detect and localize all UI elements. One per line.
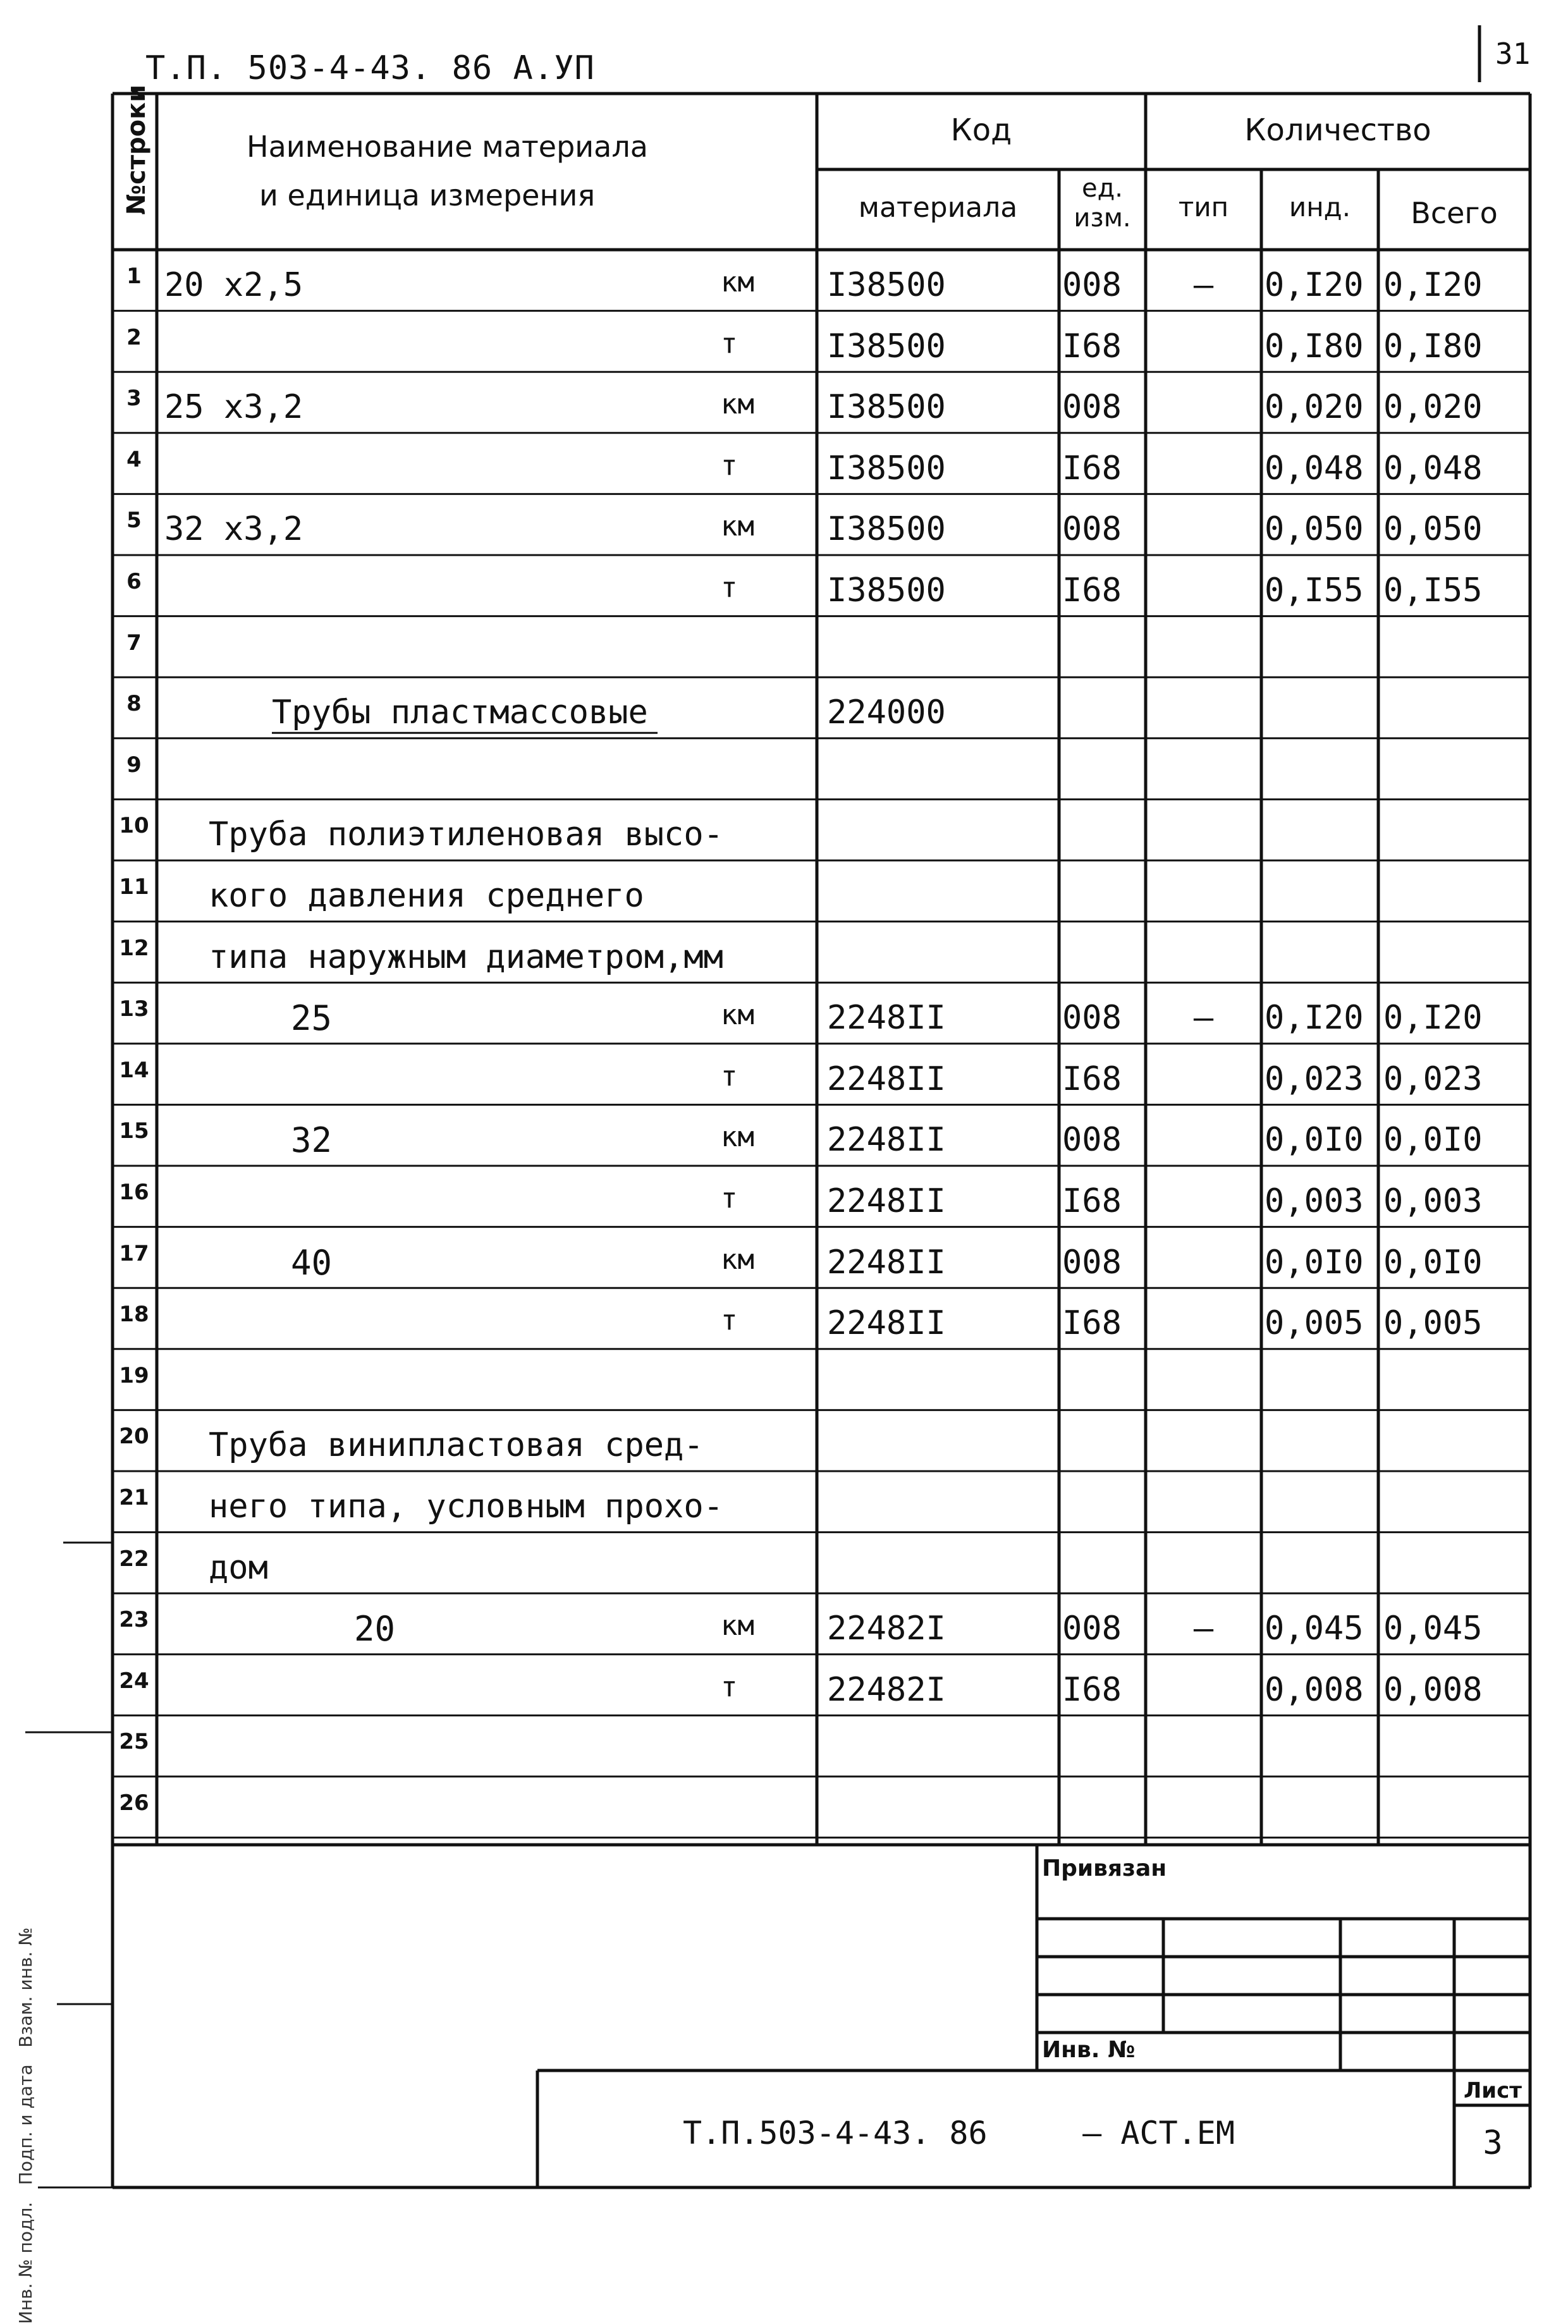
- page-number: 31: [1495, 37, 1531, 71]
- row-number-header: №строки: [122, 84, 151, 215]
- cell-tip: –: [1193, 1610, 1214, 1648]
- qty-type-header: тип: [1178, 192, 1229, 223]
- cell-unit: км: [721, 266, 754, 298]
- qty-total-header: Всего: [1411, 196, 1498, 230]
- cell-ind: 0,I55: [1265, 572, 1364, 609]
- cell-name: 32 х3,2: [164, 510, 303, 549]
- row-number: 4: [126, 446, 142, 472]
- cell-code: I38500: [827, 327, 946, 365]
- row-number: 10: [119, 813, 149, 839]
- document-code: Т.П. 503-4-43. 86 А.УП: [145, 49, 595, 87]
- cell-ed: I68: [1062, 449, 1122, 487]
- cell-unit: т: [721, 1670, 738, 1703]
- cell-name: Труба винипластовая сред-: [209, 1426, 704, 1465]
- cell-ind: 0,023: [1265, 1060, 1364, 1098]
- cell-code: I38500: [827, 388, 946, 427]
- row-number: 9: [126, 752, 142, 778]
- cell-name: Труба полиэтиленовая высо-: [209, 816, 723, 854]
- qty-ind-header: инд.: [1289, 192, 1351, 223]
- row-number: 11: [119, 874, 149, 900]
- cell-ind: 0,003: [1265, 1182, 1364, 1220]
- cell-name: 40: [291, 1242, 333, 1283]
- row-number: 20: [119, 1424, 149, 1450]
- cell-name: 25 х3,2: [164, 388, 303, 427]
- cell-code: 2248II: [827, 1182, 946, 1220]
- row-number: 8: [126, 691, 142, 717]
- row-number: 22: [119, 1546, 149, 1572]
- row-number: 7: [126, 630, 142, 656]
- cell-ind: 0,0I0: [1265, 1243, 1364, 1281]
- cell-unit: т: [721, 1182, 738, 1214]
- cell-code: 2248II: [827, 1304, 946, 1343]
- cell-ind: 0,005: [1265, 1304, 1364, 1343]
- attached-label: Привязан: [1042, 1856, 1167, 1881]
- row-number: 16: [119, 1180, 149, 1205]
- row-number: 24: [119, 1668, 149, 1694]
- cell-code: I38500: [827, 572, 946, 609]
- cell-ind: 0,050: [1265, 510, 1364, 549]
- cell-code: 2248II: [827, 1060, 946, 1098]
- cell-tip: –: [1193, 999, 1214, 1037]
- row-number: 26: [119, 1790, 149, 1816]
- cell-ed: 008: [1062, 1121, 1122, 1159]
- cell-total: 0,020: [1383, 388, 1483, 427]
- quantity-header: Количество: [1244, 113, 1431, 148]
- cell-unit: т: [721, 1304, 738, 1337]
- cell-ind: 0,I80: [1265, 327, 1364, 365]
- cell-ed: I68: [1062, 327, 1122, 365]
- cell-tip: –: [1193, 266, 1214, 304]
- cell-unit: км: [721, 388, 754, 421]
- cell-ind: 0,048: [1265, 449, 1364, 487]
- cell-code: 224000: [827, 694, 946, 732]
- sheet-label: Лист: [1464, 2078, 1522, 2103]
- row-number: 6: [126, 569, 142, 594]
- cell-ed: 008: [1062, 1610, 1122, 1648]
- cell-unit: км: [721, 999, 754, 1032]
- sheet-number: 3: [1483, 2124, 1503, 2162]
- cell-unit: км: [721, 510, 754, 543]
- name-header-line2: и единица измерения: [259, 178, 596, 212]
- margin-stamp: Инв. № подл. Подп. и дата Взам. инв. №: [15, 1927, 36, 2324]
- cell-total: 0,023: [1383, 1060, 1483, 1098]
- cell-name: него типа, условным прохо-: [209, 1488, 723, 1526]
- cell-total: 0,I20: [1383, 266, 1483, 304]
- cell-name: 20: [354, 1609, 396, 1649]
- row-number: 21: [119, 1485, 149, 1510]
- cell-code: I38500: [827, 449, 946, 487]
- name-header-line1: Наименование материала: [247, 130, 648, 164]
- cell-ed: 008: [1062, 510, 1122, 549]
- cell-total: 0,0I0: [1383, 1121, 1483, 1159]
- row-number: 12: [119, 935, 149, 961]
- row-number: 1: [126, 264, 142, 289]
- cell-code: 2248II: [827, 1243, 946, 1281]
- drawing-designation: Т.П.503-4-43. 86 – АСТ.ЕМ: [683, 2115, 1235, 2151]
- cell-ed: I68: [1062, 1304, 1122, 1343]
- cell-ind: 0,045: [1265, 1610, 1364, 1648]
- cell-code: 22482I: [827, 1670, 946, 1709]
- cell-name: дом: [209, 1548, 268, 1587]
- cell-total: 0,050: [1383, 510, 1483, 549]
- cell-total: 0,045: [1383, 1610, 1483, 1648]
- row-number: 3: [126, 386, 142, 412]
- cell-total: 0,I55: [1383, 572, 1483, 609]
- cell-total: 0,0I0: [1383, 1243, 1483, 1281]
- row-number: 25: [119, 1729, 149, 1755]
- cell-ind: 0,0I0: [1265, 1121, 1364, 1159]
- cell-total: 0,048: [1383, 449, 1483, 487]
- cell-name: 20 х2,5: [164, 266, 303, 304]
- cell-name: 32: [291, 1120, 333, 1161]
- cell-unit: т: [721, 327, 738, 360]
- cell-unit: т: [721, 572, 738, 604]
- code-material-header: материала: [858, 192, 1018, 224]
- cell-ind: 0,I20: [1265, 999, 1364, 1037]
- cell-total: 0,008: [1383, 1670, 1483, 1709]
- code-unit-header-line2: изм.: [1074, 204, 1131, 233]
- cell-ed: I68: [1062, 1670, 1122, 1709]
- cell-ind: 0,020: [1265, 388, 1364, 427]
- cell-total: 0,I80: [1383, 327, 1483, 365]
- row-number: 17: [119, 1240, 149, 1266]
- cell-ed: 008: [1062, 1243, 1122, 1281]
- cell-name: 25: [291, 998, 333, 1039]
- cell-ed: I68: [1062, 1060, 1122, 1098]
- cell-ind: 0,I20: [1265, 266, 1364, 304]
- row-number: 19: [119, 1362, 149, 1388]
- cell-name: типа наружным диаметром,мм: [209, 938, 723, 976]
- row-number: 15: [119, 1118, 149, 1144]
- cell-code: 2248II: [827, 1121, 946, 1159]
- cell-unit: км: [721, 1121, 754, 1154]
- row-number: 14: [119, 1057, 149, 1083]
- cell-unit: т: [721, 1060, 738, 1092]
- code-header: Код: [950, 113, 1012, 148]
- row-number: 23: [119, 1607, 149, 1633]
- cell-code: 2248II: [827, 999, 946, 1037]
- cell-name: Трубы пластмассовые: [272, 694, 648, 732]
- code-unit-header-line1: ед.: [1082, 174, 1123, 203]
- cell-ed: I68: [1062, 572, 1122, 609]
- row-number: 2: [126, 324, 142, 350]
- row-number: 18: [119, 1302, 149, 1328]
- row-number: 5: [126, 508, 142, 534]
- cell-unit: т: [721, 449, 738, 482]
- cell-total: 0,I20: [1383, 999, 1483, 1037]
- cell-ed: 008: [1062, 266, 1122, 304]
- cell-ed: 008: [1062, 388, 1122, 427]
- cell-total: 0,003: [1383, 1182, 1483, 1220]
- cell-name: кого давления среднего: [209, 877, 644, 915]
- cell-code: 22482I: [827, 1610, 946, 1648]
- cell-unit: км: [721, 1243, 754, 1276]
- row-number: 13: [119, 996, 149, 1022]
- cell-total: 0,005: [1383, 1304, 1483, 1343]
- cell-ed: 008: [1062, 999, 1122, 1037]
- cell-code: I38500: [827, 266, 946, 304]
- cell-unit: км: [721, 1610, 754, 1642]
- cell-ind: 0,008: [1265, 1670, 1364, 1709]
- cell-ed: I68: [1062, 1182, 1122, 1220]
- cell-code: I38500: [827, 510, 946, 549]
- inventory-number-label: Инв. №: [1042, 2037, 1136, 2063]
